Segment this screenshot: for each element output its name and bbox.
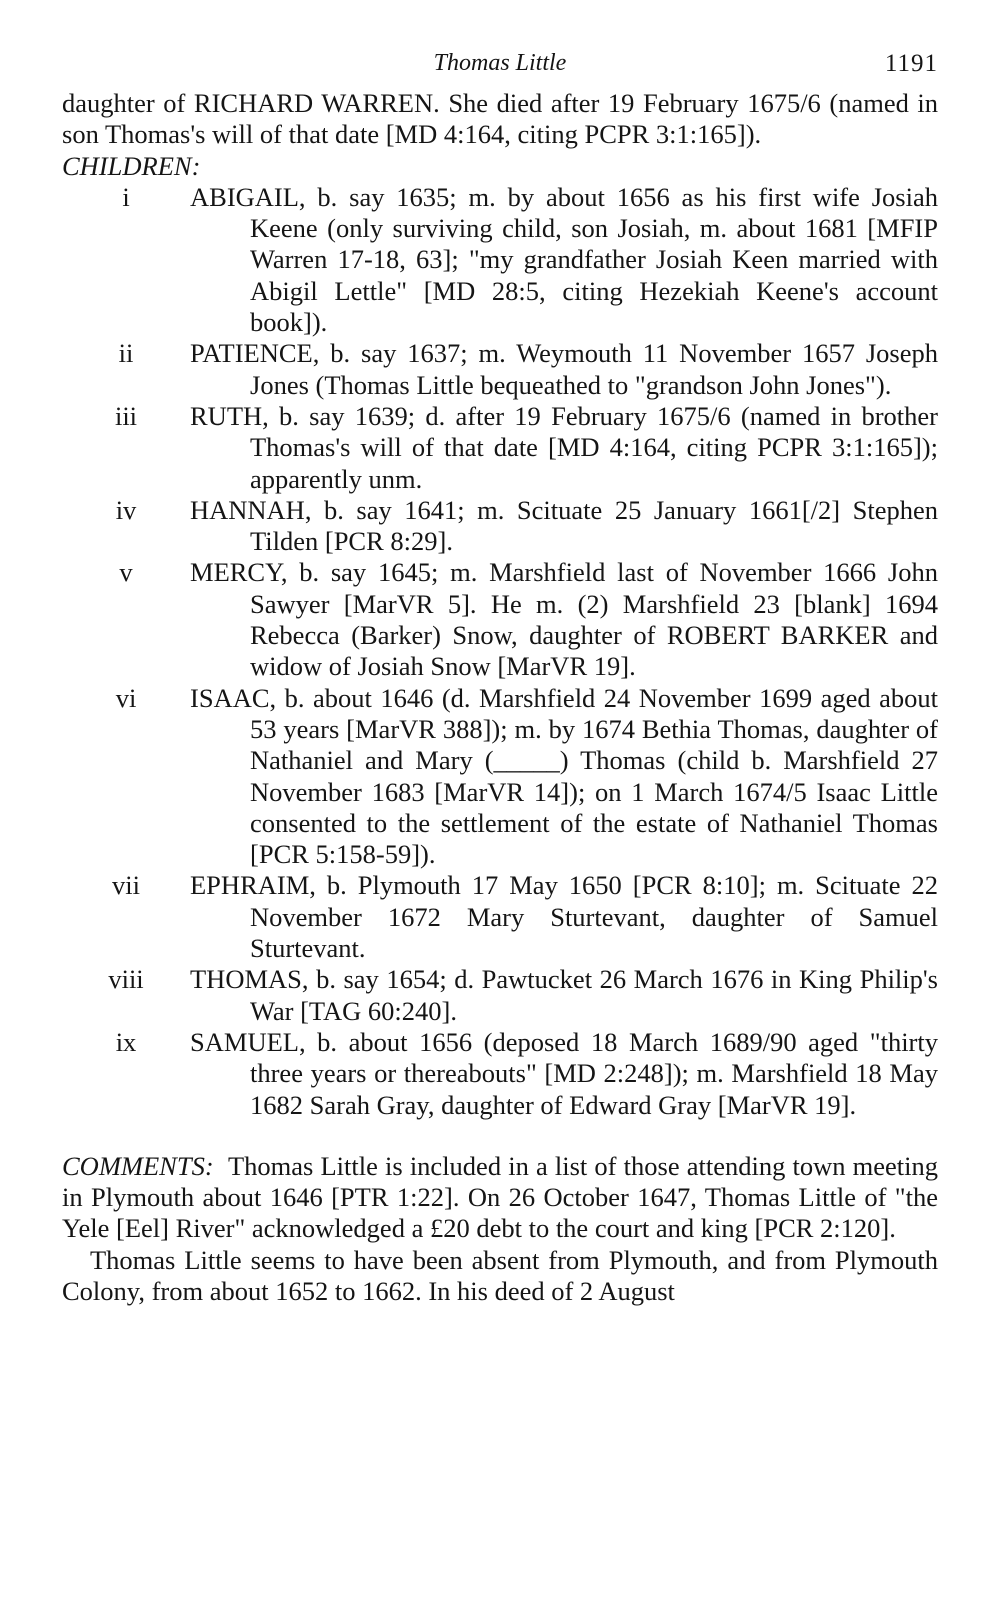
intro-paragraph: daughter of RICHARD WARREN. She died after 19 February 1675/6 (named in son Thomas's will of that date [MD 4:164, citing PCPR 3:1:165]). [62,88,938,150]
child-text: PATIENCE, b. say 1637; m. Weymouth 11 November 1657 Joseph Jones (Thomas Little bequeathed to "grandson John Jones"). [190,338,938,400]
spacer [62,1121,938,1151]
child-text: MERCY, b. say 1645; m. Marshfield last of November 1666 John Sawyer [MarVR 5]. He m. (2) Marshfield 23 [blank] 1694 Rebecca (Barker) Snow, daughter of ROBERT BARKER and widow of Josiah Snow [MarVR 19]. [190,557,938,682]
children-heading: CHILDREN: [62,150,201,181]
child-text: HANNAH, b. say 1641; m. Scituate 25 January 1661[/2] Stephen Tilden [PCR 8:29]. [190,494,938,557]
child-number: vii [112,870,140,901]
child-number: i [122,181,130,212]
child-entry-viii [62,964,938,1027]
child-entry-vi [62,683,938,871]
child-text: ISAAC, b. about 1646 (d. Marshfield 24 November 1699 aged about 53 years [MarVR 388]); m. by 1674 Bethia Thomas, daughter of Nathaniel and Mary (_____) Thomas (child b. Marshfield 27 November 1683 [MarVR 14]); on 1 March 1674/5 Isaac Little consented to the settlement of the estate of Nathaniel Thomas [PCR 5:158-59]). [190,682,938,870]
child-number: ix [115,1026,137,1057]
child-text: RUTH, b. say 1639; d. after 19 February 1675/6 (named in brother Thomas's will of that date [MD 4:164, citing PCPR 3:1:165]); apparently unm. [190,400,938,494]
child-text: EPHRAIM, b. Plymouth 17 May 1650 [PCR 8:10]; m. Scituate 22 November 1672 Mary Sturtevant, daughter of Samuel Sturtevant. [190,870,938,964]
child-entry-i [62,182,938,338]
final-paragraph: Thomas Little seems to have been absent from Plymouth, and from Plymouth Colony, from about 1652 to 1662. In his deed of 2 August [62,1244,938,1306]
child-number: iii [114,400,138,431]
page-number: 1191 [884,50,938,77]
child-number: v [119,557,133,588]
child-text: SAMUEL, b. about 1656 (deposed 18 March 1689/90 aged "thirty three years or thereabouts" [MD 2:248]); m. Marshfield 18 May 1682 Sarah Gray, daughter of Edward Gray [MarVR 19]. [190,1026,938,1120]
child-text: THOMAS, b. say 1654; d. Pawtucket 26 March 1676 in King Philip's War [TAG 60:240]. [190,964,938,1026]
child-entry-vii [62,870,938,964]
child-number: ii [118,338,134,369]
page [62,48,938,1307]
child-entry-iii [62,401,938,495]
children-list [62,182,938,1121]
child-number: iv [115,494,137,525]
running-title: Thomas Little [433,50,567,76]
page-header [62,48,938,88]
comments-text: Thomas Little is included in a list of those attending town meeting in Plymouth about 1646 [PTR 1:22]. On 26 October 1647, Thomas Little of "the Yele [Eel] River" acknowledged a £20 debt to the court and king [PCR 2:120]. [62,1150,938,1244]
child-entry-ix [62,1027,938,1121]
child-entry-iv [62,495,938,558]
comments-paragraph [62,1151,938,1245]
child-text: ABIGAIL, b. say 1635; m. by about 1656 as his first wife Josiah Keene (only surviving child, son Josiah, m. about 1681 [MFIP Warren 17-18, 63]; "my grandfather Josiah Keen married with Abigil Lettle" [MD 28:5, citing Hezekiah Keene's account book]). [190,181,938,338]
child-entry-v [62,557,938,682]
child-number: vi [115,682,137,713]
child-entry-ii [62,338,938,401]
child-number: viii [108,964,144,995]
comments-heading: COMMENTS: [62,1150,214,1181]
